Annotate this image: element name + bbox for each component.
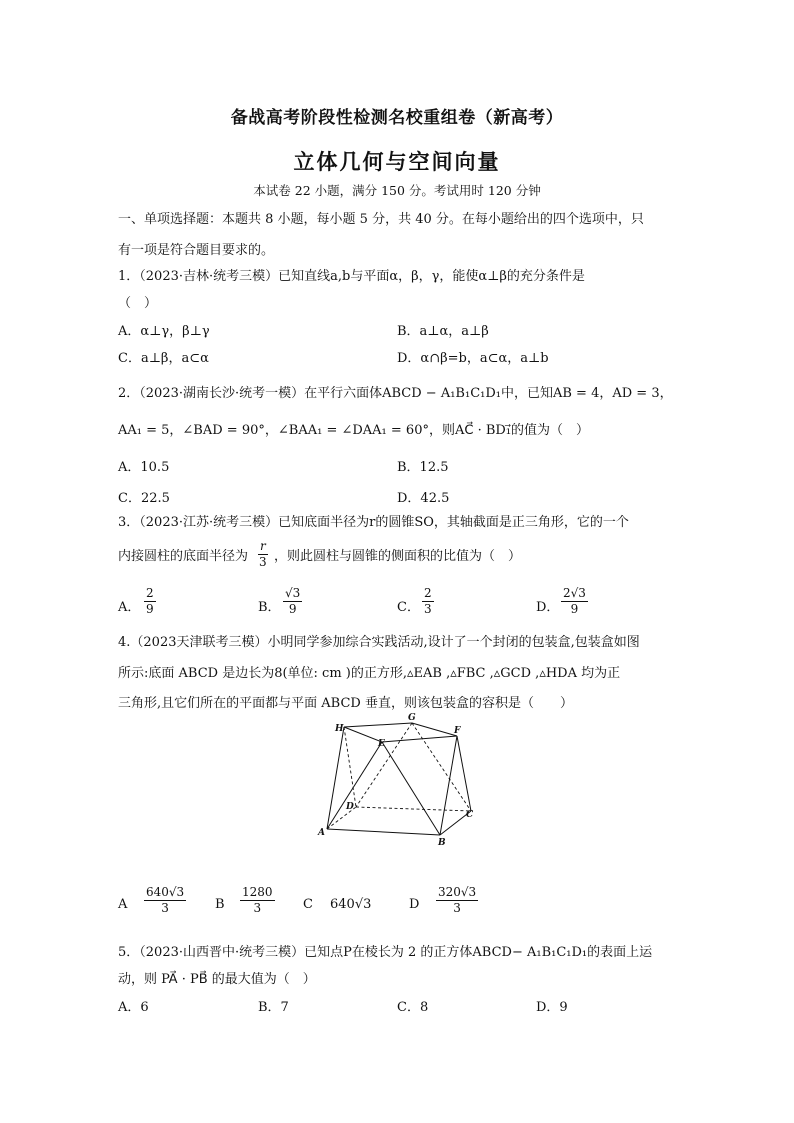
q2-stem-line2: AA₁ = 5，∠BAD = 90°，∠BAA₁ = ∠DAA₁ = 60°，则AC⃗ · BD₁⃗的值为（ ） bbox=[118, 423, 590, 438]
exam-info: 本试卷 22 小题，满分 150 分。考试用时 120 分钟 bbox=[253, 183, 541, 198]
q5-stem-line1: 5．（2023·山西晋中·统考三模）已知点P在棱长为 2 的正方体ABCD− A₁B₁C₁D₁的表面上运 bbox=[118, 945, 653, 960]
q4-option-d-den: 3 bbox=[453, 901, 461, 915]
q3-option-a-label: A． bbox=[118, 600, 141, 615]
edge-AB bbox=[327, 829, 440, 835]
q1-option-c: C．a⊥β，a⊂α bbox=[118, 351, 209, 366]
edge-DC-hidden bbox=[356, 807, 471, 811]
q3-option-b-num: √3 bbox=[285, 586, 301, 600]
q2-option-a: A．10.5 bbox=[118, 460, 170, 475]
q4-option-a-den: 3 bbox=[161, 901, 169, 915]
q3-option-b-den: 9 bbox=[288, 602, 297, 616]
label-A: A bbox=[318, 828, 325, 838]
edge-EF bbox=[382, 736, 457, 742]
q1-option-d: D．α∩β=b，a⊂α，a⊥b bbox=[397, 351, 549, 366]
q3-option-c-den: 3 bbox=[424, 602, 432, 616]
q3-option-d-num: 2√3 bbox=[563, 586, 586, 600]
q5-option-d: D．9 bbox=[536, 1000, 568, 1015]
edge-HD-hidden bbox=[344, 727, 356, 807]
q3-option-a-num: 2 bbox=[146, 586, 154, 600]
section-heading-line2: 有一项是符合题目要求的。 bbox=[118, 243, 275, 258]
q4-option-b-den: 3 bbox=[253, 901, 262, 915]
q4-stem-line3: 三角形,且它们所在的平面都与平面 ABCD 垂直，则该包装盒的容积是（ ） bbox=[118, 696, 573, 711]
q5-option-a: A．6 bbox=[118, 1000, 149, 1015]
exam-subtitle: 立体几何与空间向量 bbox=[293, 149, 501, 174]
label-F: F bbox=[454, 726, 461, 736]
q3-radius-fraction bbox=[258, 539, 268, 570]
edge-EB bbox=[382, 742, 440, 835]
edge-GF bbox=[412, 723, 457, 736]
q4-option-d-num: 320√3 bbox=[438, 885, 477, 899]
q4-option-c-value: 640√3 bbox=[330, 897, 372, 912]
label-E: E bbox=[378, 739, 385, 749]
edge-HG bbox=[344, 723, 412, 727]
q3-radius-den: 3 bbox=[259, 555, 267, 569]
q1-option-b: B．a⊥α，a⊥β bbox=[397, 324, 489, 339]
q5-stem-line2: 动，则 PA⃗ · PB⃗ 的最大值为（ ） bbox=[118, 972, 316, 987]
q4-option-b-label: B bbox=[215, 897, 225, 912]
q2-stem-line1: 2．（2023·湖南长沙·统考一模）在平行六面体ABCD − A₁B₁C₁D₁中，已知AB = 4，AD = 3， bbox=[118, 386, 673, 401]
q4-option-b-num: 1280 bbox=[242, 885, 273, 899]
q3-option-c-label: C． bbox=[397, 600, 420, 615]
q3-stem-line2-post: ，则此圆柱与圆锥的侧面积的比值为（ ） bbox=[274, 549, 522, 564]
q3-option-d-fraction bbox=[561, 586, 588, 617]
label-G: G bbox=[408, 713, 416, 723]
edge-FC bbox=[457, 736, 471, 811]
q1-option-a: A．α⊥γ，β⊥γ bbox=[118, 324, 210, 339]
edge-FB bbox=[440, 736, 457, 835]
q4-option-c-label: C bbox=[303, 897, 313, 912]
section-heading-line1: 一、单项选择题：本题共 8 小题，每小题 5 分，共 40 分。在每小题给出的四个选项中，只 bbox=[118, 212, 644, 227]
edge-HE bbox=[344, 727, 382, 742]
q3-option-b-label: B． bbox=[258, 600, 281, 615]
label-D: D bbox=[346, 802, 354, 812]
q4-stem-line2: 所示:底面 ABCD 是边长为8(单位: cm )的正方形,▵EAB ,▵FBC ,▵GCD ,▵HDA 均为正 bbox=[118, 666, 621, 681]
q3-radius-num: r bbox=[260, 539, 266, 553]
q3-option-c-fraction bbox=[422, 586, 434, 617]
label-H: H bbox=[335, 724, 344, 734]
label-B: B bbox=[438, 838, 446, 848]
q3-option-a-fraction bbox=[144, 586, 156, 617]
q3-option-a-den: 9 bbox=[146, 602, 154, 616]
q1-stem: 1．（2023·吉林·统考三模）已知直线a,b与平面α，β，γ，能使α⊥β的充分条件是 bbox=[118, 269, 585, 284]
q3-option-c-num: 2 bbox=[424, 586, 432, 600]
q5-option-c: C．8 bbox=[397, 1000, 429, 1015]
q3-stem-line2-pre: 内接圆柱的底面半径为 bbox=[118, 549, 249, 564]
q4-option-d-fraction bbox=[436, 885, 478, 916]
q2-option-c: C．22.5 bbox=[118, 491, 170, 506]
packaging-box-figure bbox=[314, 712, 484, 850]
q3-stem-line1: 3．（2023·江苏·统考三模）已知底面半径为r的圆锥SO，其轴截面是正三角形，它的一个 bbox=[118, 515, 629, 530]
q4-option-a-fraction bbox=[144, 885, 186, 916]
q1-paren: （ ） bbox=[118, 296, 158, 311]
edge-GD-hidden bbox=[356, 723, 412, 807]
edge-GC-hidden bbox=[412, 723, 471, 811]
q4-option-a-label: A bbox=[118, 897, 128, 912]
edge-EA bbox=[327, 742, 382, 829]
q3-option-d-label: D． bbox=[536, 600, 560, 615]
q4-option-b-fraction bbox=[240, 885, 275, 916]
q2-option-d: D．42.5 bbox=[397, 491, 450, 506]
label-C: C bbox=[466, 810, 474, 820]
edge-HA bbox=[327, 727, 344, 829]
q4-option-d-label: D bbox=[409, 897, 420, 912]
q3-option-b-fraction bbox=[283, 586, 302, 617]
q4-option-a-num: 640√3 bbox=[146, 885, 185, 899]
exam-title: 备战高考阶段性检测名校重组卷（新高考） bbox=[230, 108, 564, 128]
q3-option-d-den: 9 bbox=[570, 602, 579, 616]
q4-stem-line1: 4.（2023天津联考三模）小明同学参加综合实践活动,设计了一个封闭的包装盒,包装盒如图 bbox=[118, 635, 640, 650]
q2-option-b: B．12.5 bbox=[397, 460, 449, 475]
q5-option-b: B．7 bbox=[258, 1000, 289, 1015]
